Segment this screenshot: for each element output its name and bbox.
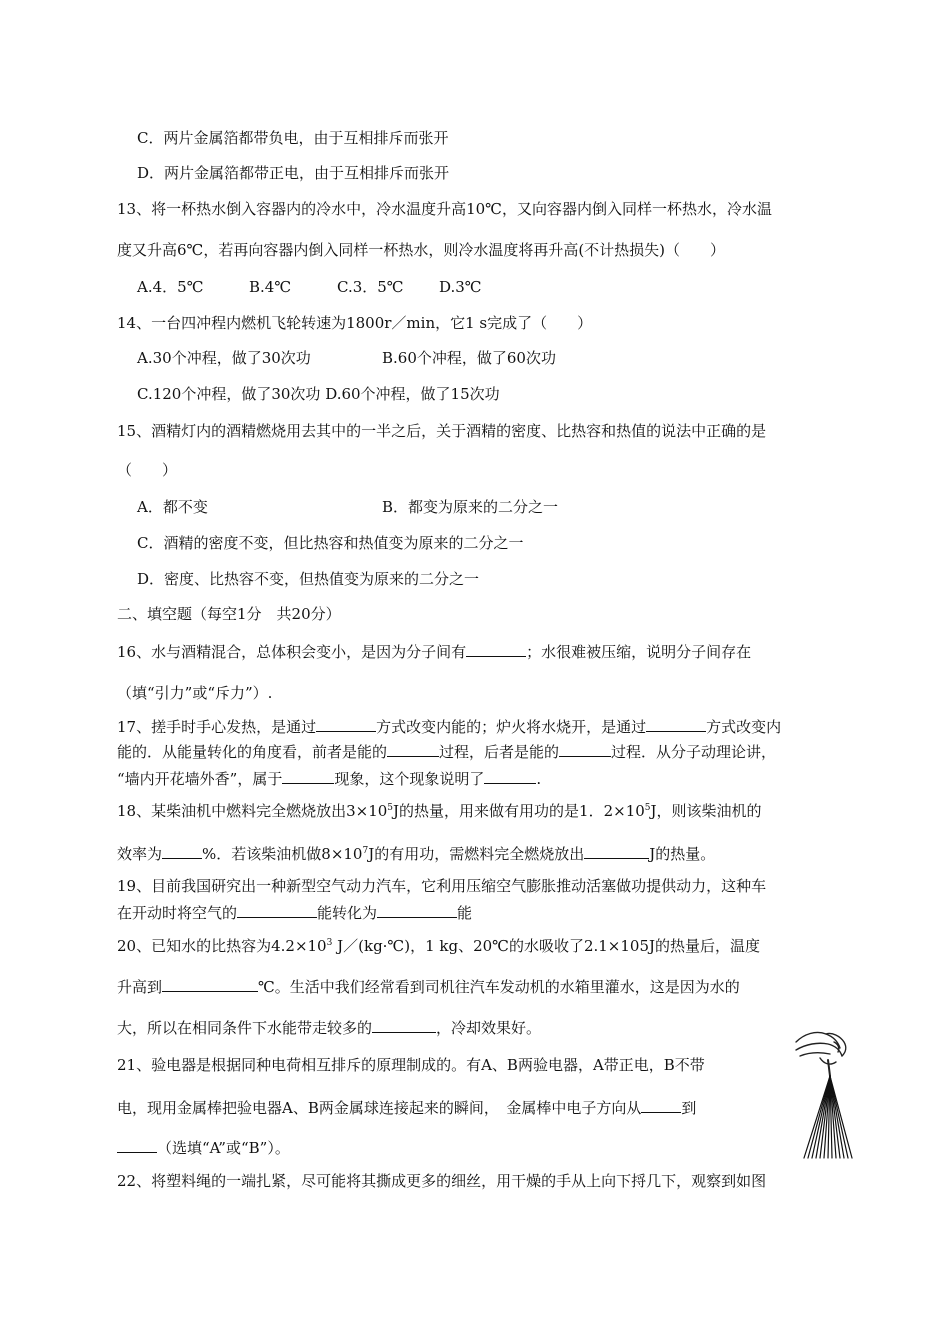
q19-blank-2[interactable] [377, 902, 457, 918]
q18-line1 [117, 801, 762, 821]
q14-option-b: B.60个冲程，做了60次功 [382, 349, 556, 367]
q19-text-3: 能 [457, 904, 473, 922]
q15-answer-paren: （ ） [117, 461, 178, 479]
q17-blank-1[interactable] [316, 716, 376, 732]
q18-text-2: J的热量，用来做有用功的是1．2×10 [393, 802, 645, 820]
q20-blank-2[interactable] [372, 1017, 436, 1033]
q21-blank-1[interactable] [641, 1097, 681, 1113]
q13-option-d: D.3℃ [439, 278, 482, 296]
q14-option-a: A.30个冲程，做了30次功 [137, 349, 311, 367]
q22-line1: 22、将塑料绳的一端扎紧，尽可能将其撕成更多的细丝，用干燥的手从上向下捋几下，观察到如图 [117, 1172, 767, 1190]
q18-text-6: J的有用功，需燃料完全燃烧放出 [368, 845, 585, 863]
q20-text-5: 大，所以在相同条件下水能带走较多的 [117, 1019, 373, 1037]
q15-options-ab [137, 497, 558, 517]
q17-line2 [117, 741, 776, 762]
q17-text-5: 过程，后者是能的 [439, 743, 560, 761]
q17-text-9: . [536, 770, 542, 788]
q16-line1 [117, 641, 751, 662]
q19-text-2: 能转化为 [317, 904, 378, 922]
q15-option-d: D．密度、比热容不变，但热值变为原来的二分之一 [137, 570, 480, 588]
q18-blank-1[interactable] [162, 843, 202, 859]
q18-exponent-3: 7 [362, 846, 369, 856]
q16-text-1: 16、水与酒精混合，总体积会变小，是因为分子间有 [117, 643, 467, 661]
q18-exponent-1: 5 [387, 803, 394, 813]
section-heading-fill-in: 二、填空题（每空1分 共20分） [117, 605, 341, 623]
q17-text-6: 过程．从分子动理论讲， [611, 743, 777, 761]
q15-option-c: C．酒精的密度不变，但比热容和热值变为原来的二分之一 [137, 534, 524, 552]
q18-text-7: J的热量。 [649, 845, 716, 863]
hand-plastic-string-figure [790, 1020, 870, 1160]
q18-text-5: %．若该柴油机做8×10 [202, 845, 363, 863]
q13-option-a: A.4．5℃ [137, 278, 204, 296]
q17-blank-5[interactable] [282, 768, 334, 784]
q20-text-3: 升高到 [117, 978, 163, 996]
q21-text-1: 电，现用金属棒把验电器A、B两金属球连接起来的瞬间， 金属棒中电子方向从 [117, 1099, 642, 1117]
q19-blank-1[interactable] [237, 902, 317, 918]
q20-exponent-1: 3 [326, 938, 333, 948]
q17-text-2: 方式改变内能的；炉火将水烧开，是通过 [376, 718, 647, 736]
q20-text-6: ，冷却效果好。 [436, 1019, 542, 1037]
q21-text-2: 到 [681, 1099, 697, 1117]
q17-blank-4[interactable] [559, 741, 611, 757]
q13-stem-line1: 13、将一杯热水倒入容器内的冷水中，冷水温度升高10℃，又向容器内倒入同样一杯热水，冷水温 [117, 200, 772, 218]
q20-text-2: J／(kg·℃)，1 kg、20℃的水吸收了2.1×105J的热量后，温度 [332, 937, 761, 955]
q17-blank-2[interactable] [646, 716, 706, 732]
q20-text-1: 20、已知水的比热容为4.2×10 [117, 937, 327, 955]
q19-line1: 19、目前我国研究出一种新型空气动力汽车，它利用压缩空气膨胀推动活塞做功提供动力，这种车 [117, 877, 767, 895]
q20-line3 [117, 1017, 541, 1038]
q18-text-4: 效率为 [117, 845, 163, 863]
q21-line2 [117, 1097, 696, 1118]
q21-line3 [117, 1137, 290, 1158]
q18-exponent-2: 5 [644, 803, 651, 813]
q14-stem: 14、一台四冲程内燃机飞轮转速为1800r／min，它1 s完成了（ ） [117, 314, 593, 332]
q17-text-8: 现象，这个现象说明了 [334, 770, 485, 788]
q14-options-ab [137, 348, 556, 368]
q13-option-b: B.4℃ [249, 278, 292, 296]
q16-line2: （填“引力”或“斥力”）. [117, 684, 273, 702]
q17-text-3: 方式改变内 [706, 718, 782, 736]
q13-options [137, 277, 482, 297]
q18-blank-2[interactable] [584, 843, 649, 859]
q16-text-2: ；水很难被压缩，说明分子间存在 [526, 643, 752, 661]
q17-line1 [117, 716, 781, 737]
q16-blank-1[interactable] [466, 641, 526, 657]
q17-blank-6[interactable] [484, 768, 536, 784]
q15-option-a: A．都不变 [137, 498, 208, 516]
q18-text-1: 18、某柴油机中燃料完全燃烧放出3×10 [117, 802, 388, 820]
q17-text-4: 能的．从能量转化的角度看，前者是能的 [117, 743, 388, 761]
q20-text-4: ℃。生活中我们经常看到司机往汽车发动机的水箱里灌水，这是因为水的 [258, 978, 740, 996]
q15-option-b: B．都变为原来的二分之一 [382, 498, 559, 516]
q19-line2 [117, 902, 472, 923]
q21-blank-2[interactable] [117, 1137, 157, 1153]
q17-text-7: “墙内开花墙外香”，属于 [117, 770, 283, 788]
q18-text-3: J，则该柴油机的 [650, 802, 762, 820]
q15-stem: 15、酒精灯内的酒精燃烧用去其中的一半之后，关于酒精的密度、比热容和热值的说法中正确的是 [117, 422, 767, 440]
q17-blank-3[interactable] [387, 741, 439, 757]
q17-line3 [117, 768, 541, 789]
q21-line1: 21、验电器是根据同种电荷相互排斥的原理制成的。有A、B两验电器，A带正电，B不带 [117, 1056, 705, 1074]
q21-text-3: （选填“A”或“B”）。 [157, 1139, 290, 1157]
q20-line2 [117, 976, 740, 997]
q13-option-c: C.3．5℃ [337, 278, 404, 296]
q19-text-1: 在开动时将空气的 [117, 904, 238, 922]
q17-text-1: 17、搓手时手心发热，是通过 [117, 718, 317, 736]
q18-line2 [117, 843, 715, 864]
q14-options-cd: C.120个冲程，做了30次功 D.60个冲程，做了15次功 [137, 385, 500, 403]
q20-line1 [117, 936, 760, 956]
q12-option-d: D．两片金属箔都带正电，由于互相排斥而张开 [137, 164, 450, 182]
q12-option-c: C．两片金属箔都带负电，由于互相排斥而张开 [137, 129, 449, 147]
q13-stem-line2: 度又升高6℃，若再向容器内倒入同样一杯热水，则冷水温度将再升高(不计热损失)（ ） [117, 241, 726, 259]
q20-blank-1[interactable] [162, 976, 258, 992]
